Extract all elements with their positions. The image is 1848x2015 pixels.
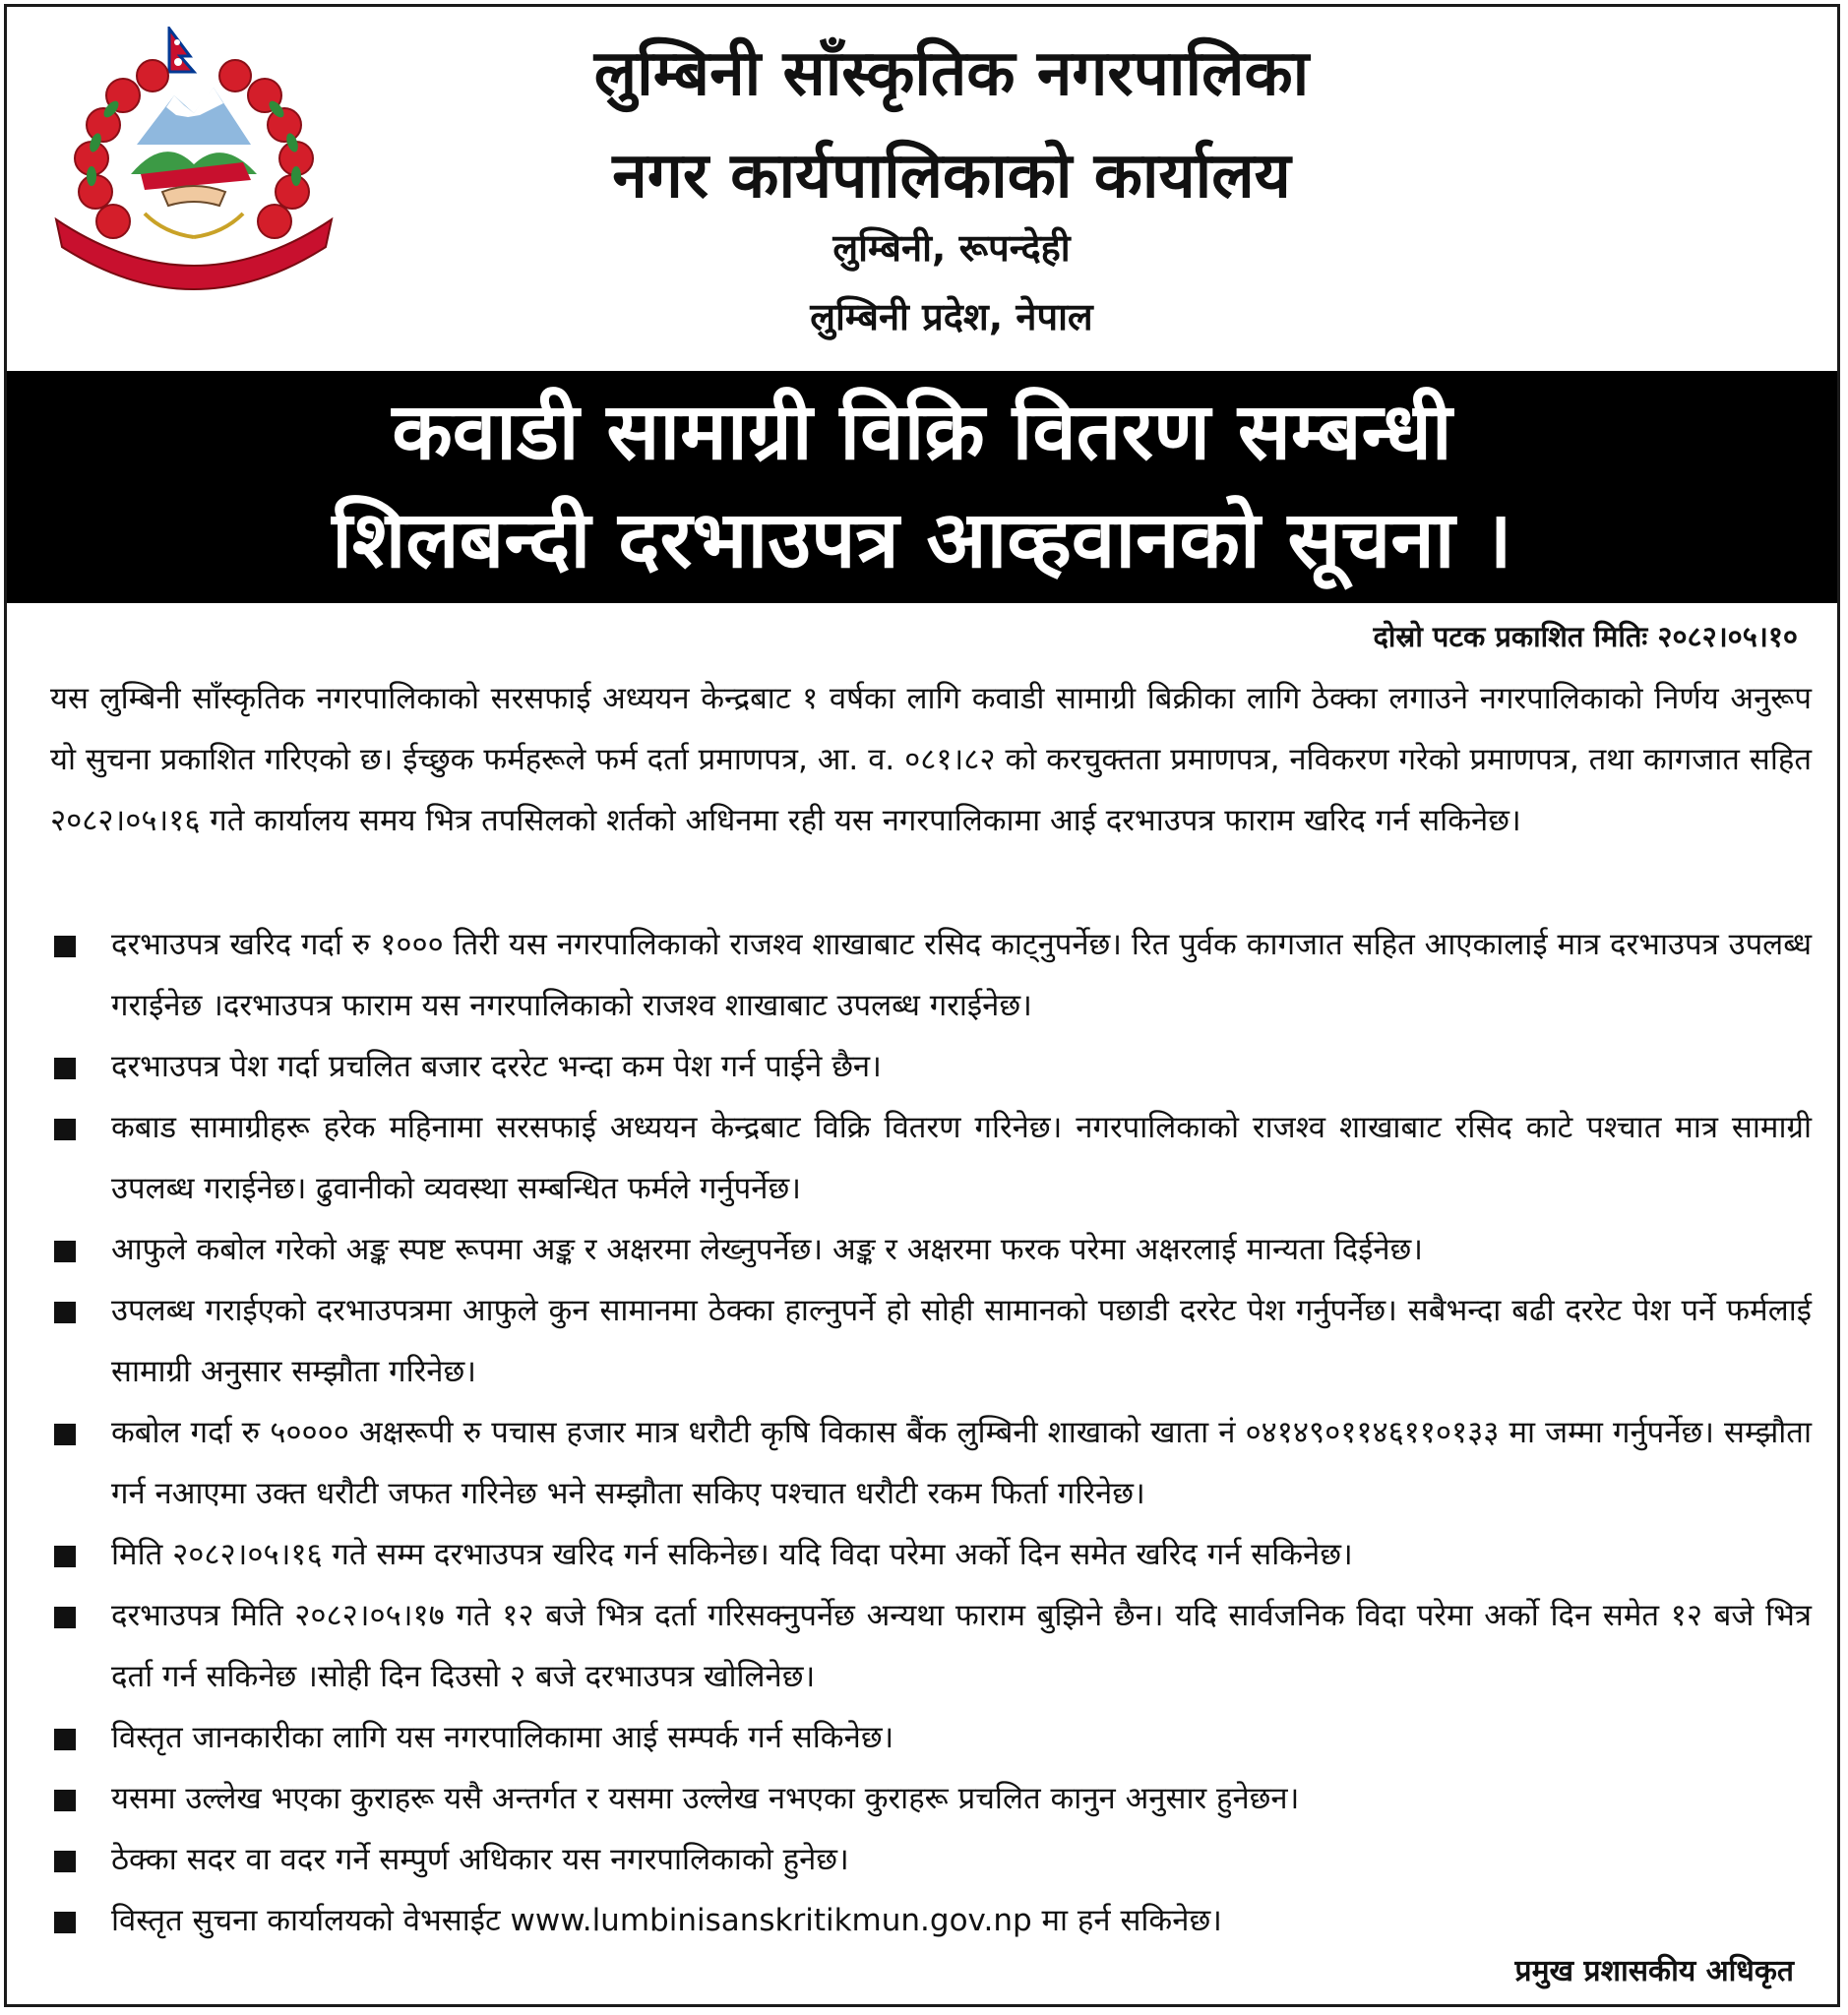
square-bullet-icon <box>54 1546 76 1567</box>
square-bullet-icon <box>54 1790 76 1811</box>
square-bullet-icon <box>54 1058 76 1079</box>
condition-text: ठेक्का सदर वा वदर गर्ने सम्पुर्ण अधिकार यस नगरपालिकाको हुनेछ। <box>111 1842 849 1877</box>
condition-text: दरभाउपत्र मिति २०८२।०५।१७ गते १२ बजे भित्र दर्ता गरिसक्नुपर्नेछ अन्यथा फाराम बुझिने छैन। यदि सार्वजनिक विदा परेमा अर्को दिन समेत १२ बजे भित्र दर्ता गर्न सकिनेछ ।सोही दिन दिउसो २ बजे दरभाउपत्र खोलिनेछ। <box>111 1598 1812 1694</box>
publication-date: दोस्रो पटक प्रकाशित मितिः २०८२।०५।१० <box>1373 620 1798 653</box>
notice-title-line1: कवाडी सामाग्री विक्रि वितरण सम्बन्धी <box>392 386 1452 477</box>
org-name: लुम्बिनी साँस्कृतिक नगरपालिका <box>593 37 1310 110</box>
list-item <box>50 1890 1812 1951</box>
condition-text: उपलब्ध गराईएको दरभाउपत्रमा आफुले कुन सामानमा ठेक्का हाल्नुपर्ने हो सोही सामानको पछाडी दररेट पेश गर्नुपर्नेछ। सबैभन्दा बढी दररेट पेश पर्ने फर्मलाई सामाग्री अनुसार सम्झौता गरिनेछ। <box>111 1293 1812 1389</box>
list-item <box>50 1219 1812 1280</box>
square-bullet-icon <box>54 1424 76 1445</box>
condition-text: यसमा उल्लेख भएका कुराहरू यसै अन्तर्गत र यसमा उल्लेख नभएका कुराहरू प्रचलित कानुन अनुसार हुनेछन। <box>111 1781 1300 1816</box>
list-item <box>50 1585 1812 1707</box>
condition-text: कबाड सामाग्रीहरू हरेक महिनामा सरसफाई अध्ययन केन्द्रबाट विक्रि वितरण गरिनेछ। नगरपालिकाको राजश्व शाखाबाट रसिद काटे पश्चात मात्र सामाग्री उपलब्ध गराईनेछ। ढुवानीको व्यवस्था सम्बन्धित फर्मले गर्नुपर्नेछ। <box>111 1110 1812 1206</box>
square-bullet-icon <box>54 1729 76 1750</box>
list-item <box>50 1036 1812 1097</box>
signature-title: प्रमुख प्रशासकीय अधिकृत <box>1514 1954 1794 1988</box>
square-bullet-icon <box>54 1119 76 1140</box>
notice-title-line2: शिलबन्दी दरभाउपत्र आव्हवानको सूचना । <box>332 494 1512 585</box>
list-item <box>50 1280 1812 1402</box>
condition-text: विस्तृत जानकारीका लागि यस नगरपालिकामा आई सम्पर्क गर्न सकिनेछ। <box>111 1720 894 1755</box>
list-item <box>50 914 1812 1036</box>
condition-text: विस्तृत सुचना कार्यालयको वेभसाईट www.lumbinisanskritikmun.gov.np मा हर्न सकिनेछ। <box>111 1903 1222 1938</box>
conditions-list <box>50 914 1812 1951</box>
condition-text: मिति २०८२।०५।१६ गते सम्म दरभाउपत्र खरिद गर्न सकिनेछ। यदि विदा परेमा अर्को दिन समेत खरिद गर्न सकिनेछ। <box>111 1537 1353 1572</box>
intro-paragraph: यस लुम्बिनी साँस्कृतिक नगरपालिकाको सरसफाई अध्ययन केन्द्रबाट १ वर्षका लागि कवाडी सामाग्री बिक्रीका लागि ठेक्का लगाउने नगरपालिकाको निर्णय अनुरूप यो सुचना प्रकाशित गरिएको छ। ईच्छुक फर्महरूले फर्म दर्ता प्रमाणपत्र, आ. व. ०८१।८२ को करचुक्तता प्रमाणपत्र, नविकरण गरेको प्रमाणपत्र, तथा कागजात सहित २०८२।०५।१६ गते कार्यालय समय भित्र तपसिलको शर्तको अधिनमा रही यस नगरपालिकामा आई दरभाउपत्र फाराम खरिद गर्न सकिनेछ। <box>50 681 1812 838</box>
list-item <box>50 1524 1812 1585</box>
square-bullet-icon <box>54 1912 76 1933</box>
square-bullet-icon <box>54 1241 76 1262</box>
notice-title-banner <box>7 371 1837 603</box>
office-name: नगर कार्यपालिकाको कार्यालय <box>612 140 1291 213</box>
list-item <box>50 1707 1812 1768</box>
square-bullet-icon <box>54 1607 76 1628</box>
notice-frame <box>4 4 1840 2007</box>
condition-text: कबोल गर्दा रु ५०००० अक्षरूपी रु पचास हजार मात्र धरौटी कृषि विकास बैंक लुम्बिनी शाखाको खाता नं ०४१४९०११४६११०१३३ मा जम्मा गर्नुपर्नेछ। सम्झौता गर्न नआएमा उक्त धरौटी जफत गरिनेछ भने सम्झौता सकिए पश्चात धरौटी रकम फिर्ता गरिनेछ। <box>111 1415 1812 1511</box>
condition-text: दरभाउपत्र खरिद गर्दा रु १००० तिरी यस नगरपालिकाको राजश्व शाखाबाट रसिद काट्नुपर्नेछ। रित पुर्वक कागजात सहित आएकालाई मात्र दरभाउपत्र उपलब्ध गराईनेछ ।दरभाउपत्र फाराम यस नगरपालिकाको राजश्व शाखाबाट उपलब्ध गराईनेछ। <box>111 927 1812 1023</box>
list-item <box>50 1768 1812 1829</box>
condition-text: दरभाउपत्र पेश गर्दा प्रचलित बजार दररेट भन्दा कम पेश गर्न पाईने छैन। <box>111 1049 882 1084</box>
list-item <box>50 1097 1812 1219</box>
location-line: लुम्बिनी, रूपन्देही <box>832 226 1071 270</box>
square-bullet-icon <box>54 1851 76 1872</box>
list-item <box>50 1402 1812 1524</box>
notice-header <box>7 7 1837 366</box>
province-line: लुम्बिनी प्रदेश, नेपाल <box>810 295 1093 338</box>
list-item <box>50 1829 1812 1890</box>
government-emblem-icon <box>46 27 341 302</box>
square-bullet-icon <box>54 936 76 957</box>
square-bullet-icon <box>54 1302 76 1323</box>
condition-text: आफुले कबोल गरेको अङ्क स्पष्ट रूपमा अङ्क र अक्षरमा लेख्नुपर्नेछ। अङ्क र अक्षरमा फरक परेमा अक्षरलाई मान्यता दिईनेछ। <box>111 1232 1424 1267</box>
